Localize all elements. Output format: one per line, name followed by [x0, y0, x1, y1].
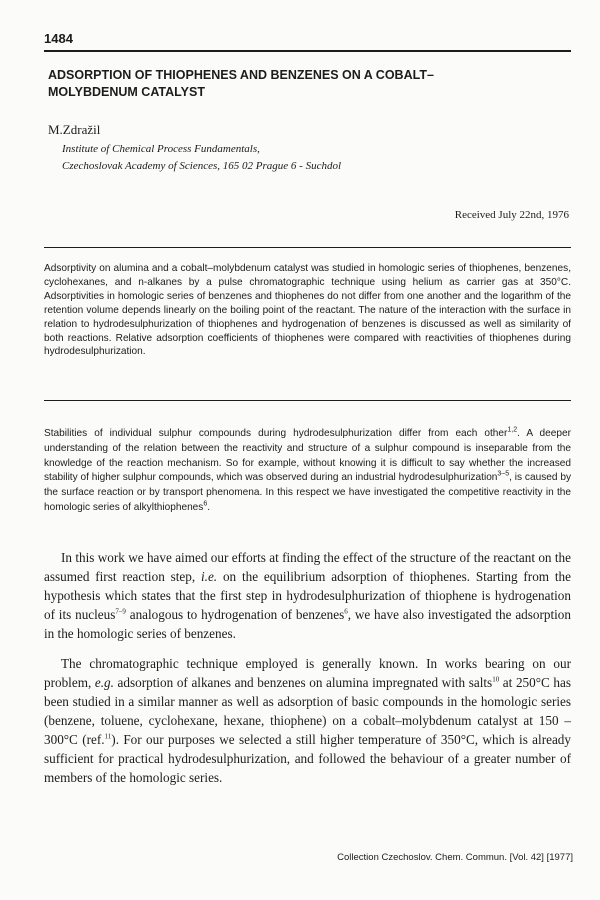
body-text: at 250°C has been studied in a similar manner as well as adsorption of basic compounds in the homologic series (benzene, toluene, cyclohexane, hexane, thiophene) on a cobalt–molybdenum catalyst at 150 – 300°C (ref. [44, 675, 571, 747]
intro-text: Stabilities of individual sulphur compounds during hydrodesulphurization differ from each other [44, 428, 508, 439]
intro-text: . A deeper understanding of the relation between the reactivity and structure of a sulphur compound is inseparable from the knowledge of the reaction mechanism. So for example, without knowing it is difficult to say whether the increased stability of higher sulphur compounds, which was observed during an industrial hydrodesulphurization [44, 428, 571, 484]
abstract-bottom-rule [44, 400, 571, 401]
affiliation [62, 141, 341, 175]
affiliation-line-2: Czechoslovak Academy of Sciences, 165 02 Prague 6 - Suchdol [62, 160, 342, 172]
intro-text: . [207, 501, 211, 513]
author-name: M.Zdražil [48, 122, 101, 137]
intro-paragraph [44, 427, 571, 516]
citation-ref: 7–9 [115, 607, 126, 616]
abstract: Adsorptivity on alumina and a cobalt–molybdenum catalyst was studied in homologic series of thiophenes, benzenes, cyclohexanes, and n-alkanes by a pulse chromatographic technique using helium as carrier gas at 350°C. Adsorptivities in homologic series of benzenes and thiophenes do not differ from one another and the logarithm of the retention volume depends linearly on the boiling point of the reactant. The nature of the interaction with the surface in relation to hydrodesulphurization of thiophenes and hydrogenation of benzenes is discussed as well as similarity of both reactions. Relative adsorption coefficients of thiophenes were compared with reactivities of thiophenes during hydrodesulphurization. [44, 263, 571, 358]
body-text: analogous to hydrogenation of benzenes [125, 607, 345, 622]
body-text: , we have also investigated the adsorption in the homologic series of benzenes. [44, 607, 571, 641]
body-italic: e.g. [94, 675, 114, 690]
body-paragraph-2 [44, 654, 571, 787]
citation-ref: 10 [492, 675, 500, 684]
body-text: In this work we have aimed our efforts at finding the effect of the structure of the reactant on the assumed first reaction step, [44, 550, 571, 584]
affiliation-line-1: Institute of Chemical Process Fundamentals, [62, 143, 260, 155]
body-italic: i.e. [200, 569, 218, 584]
body-text: adsorption of alkanes and benzenes on alumina impregnated with salts [113, 675, 493, 690]
body-text: The chromatographic technique employed is generally known. In works bearing on our problem, [44, 656, 571, 690]
citation-ref: 11 [104, 732, 112, 741]
journal-footer: Collection Czechoslov. Chem. Commun. [Vol. 42] [1977] [337, 852, 573, 863]
citation-ref: 6 [203, 500, 208, 508]
article-title: ADSORPTION OF THIOPHENES AND BENZENES ON A COBALT–MOLYBDENUM CATALYST [48, 68, 434, 99]
received-date: Received July 22nd, 1976 [454, 209, 569, 221]
body-text: ). For our purposes we selected a still higher temperature of 350°C, which is already sufficient for practical hydrodesulphurization, and followed the behaviour of a greater number of members of the homologic series. [44, 732, 571, 785]
citation-ref: 3–5 [497, 471, 510, 479]
intro-text: , is caused by the surface reaction or by transport phenomena. In this respect we have investigated the competitive reactivity in the homologic series of alkylthiophenes [44, 472, 571, 513]
page-number: 1484 [44, 31, 73, 46]
citation-ref: 6 [344, 607, 348, 616]
header-rule [44, 50, 571, 52]
citation-ref: 1,2 [507, 426, 518, 434]
abstract-top-rule [44, 247, 571, 248]
body-text: on the equilibrium adsorption of thiophenes. Starting from the hypothesis which states that the first step in hydrodesulphurization of thiophene is hydrogenation of its nucleus [44, 569, 571, 622]
body-paragraph-1 [44, 548, 571, 643]
